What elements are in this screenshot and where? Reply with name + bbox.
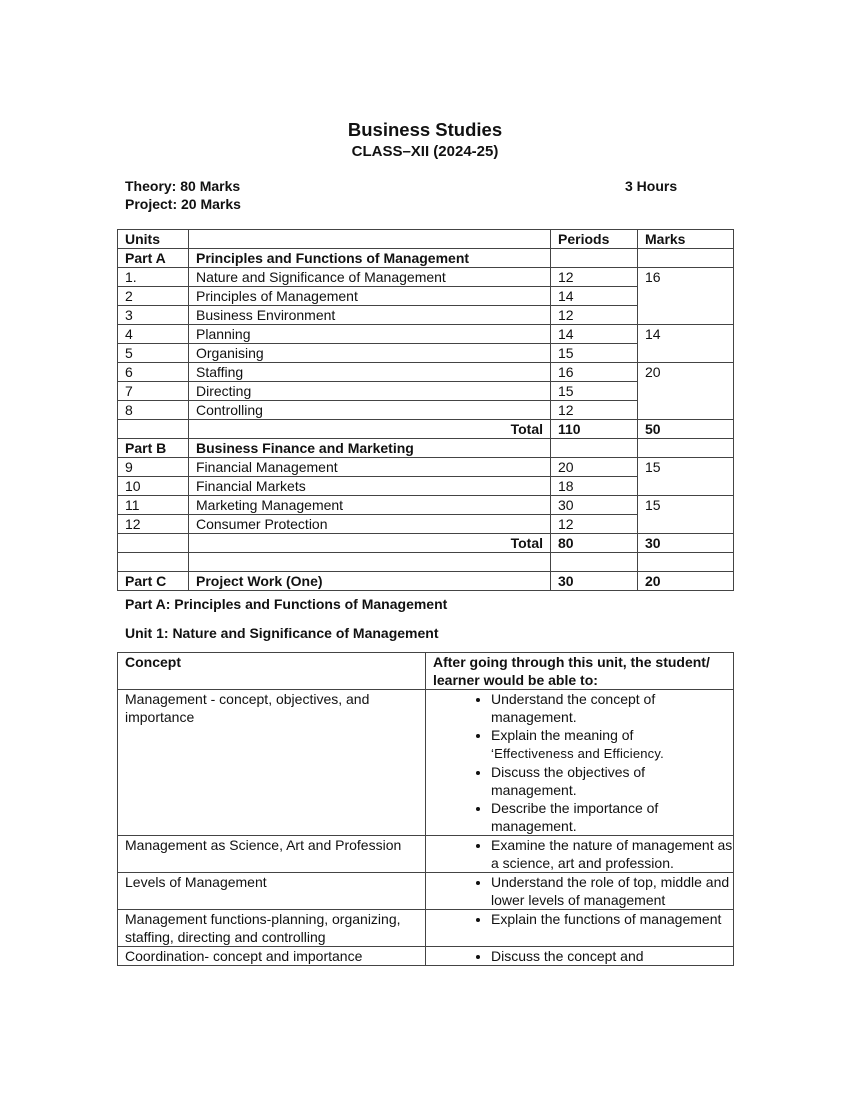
unit-periods: 18 [551, 477, 638, 496]
total-row [118, 420, 734, 439]
unit-periods: 12 [551, 401, 638, 420]
unit-periods: 20 [551, 458, 638, 477]
outcome-list [433, 836, 733, 872]
section-heading: Part A: Principles and Functions of Management [125, 596, 448, 612]
unit-marks: 15 [638, 496, 734, 534]
unit-name: Financial Management [189, 458, 551, 477]
total-periods: 80 [551, 534, 638, 553]
theory-marks: Theory: 80 Marks [125, 178, 241, 194]
part-label: Part C [118, 572, 189, 591]
unit-name: Business Environment [189, 306, 551, 325]
list-item: • Discuss the objectives of management. [491, 763, 733, 799]
outcome-cell [426, 690, 734, 836]
total-marks: 50 [638, 420, 734, 439]
concept-cell: Levels of Management [118, 873, 426, 910]
unit-name: Organising [189, 344, 551, 363]
unit-periods: 14 [551, 287, 638, 306]
unit-name: Financial Markets [189, 477, 551, 496]
unit-heading: Unit 1: Nature and Significance of Management [125, 625, 439, 641]
unit-marks: 15 [638, 458, 734, 496]
unit-number: 10 [118, 477, 189, 496]
unit-name: Consumer Protection [189, 515, 551, 534]
unit-number: 6 [118, 363, 189, 382]
unit-name: Directing [189, 382, 551, 401]
part-row [118, 439, 734, 458]
unit-name: Principles of Management [189, 287, 551, 306]
header-outcome: After going through this unit, the student/ learner would be able to: [426, 653, 734, 690]
list-item-text-continued: ‘Effectiveness and Efficiency. [491, 746, 664, 761]
spacer-row [118, 553, 734, 572]
project-marks: Project: 20 Marks [125, 196, 241, 212]
cell-blank [638, 439, 734, 458]
document-title: Business Studies [347, 119, 503, 140]
cell-blank [551, 249, 638, 268]
table-header-row [118, 230, 734, 249]
cell-blank [638, 553, 734, 572]
unit-name: Marketing Management [189, 496, 551, 515]
table-row [118, 910, 734, 947]
concept-cell: Management - concept, objectives, and importance [118, 690, 426, 836]
document-subtitle: CLASS–XII (2024-25) [351, 143, 499, 160]
outcome-list [433, 910, 733, 928]
cell-blank [189, 553, 551, 572]
outcome-cell [426, 910, 734, 947]
part-title: Project Work (One) [189, 572, 551, 591]
outcome-list [433, 690, 733, 835]
unit-periods: 12 [551, 515, 638, 534]
table-row [118, 496, 734, 515]
part-label: Part A [118, 249, 189, 268]
table-row [118, 458, 734, 477]
total-label: Total [189, 534, 551, 553]
cell-blank [551, 439, 638, 458]
concept-cell: Coordination- concept and importance [118, 947, 426, 966]
exam-duration: 3 Hours [625, 178, 678, 194]
table-row [118, 363, 734, 382]
concept-cell: Management functions-planning, organizing, staffing, directing and controlling [118, 910, 426, 947]
unit-name: Planning [189, 325, 551, 344]
unit-number: 5 [118, 344, 189, 363]
unit-periods: 30 [551, 496, 638, 515]
unit-number: 1. [118, 268, 189, 287]
cell-blank [118, 553, 189, 572]
unit-name: Controlling [189, 401, 551, 420]
list-item-text: Explain the meaning of [491, 727, 634, 743]
part-row [118, 249, 734, 268]
outcome-cell [426, 873, 734, 910]
table-row [118, 836, 734, 873]
part-title: Business Finance and Marketing [189, 439, 551, 458]
list-item: • Understand the concept of management. [491, 690, 733, 726]
table-row [118, 947, 734, 966]
unit-number: 12 [118, 515, 189, 534]
total-row [118, 534, 734, 553]
list-item: • Discuss the concept and [491, 947, 733, 965]
unit-periods: 15 [551, 344, 638, 363]
part-label: Part B [118, 439, 189, 458]
unit-number: 3 [118, 306, 189, 325]
unit-number: 9 [118, 458, 189, 477]
list-item: • Describe the importance of management. [491, 799, 733, 835]
header-concept: Concept [118, 653, 426, 690]
list-item: • Explain the functions of management [491, 910, 733, 928]
outcome-cell [426, 947, 734, 966]
header-periods: Periods [551, 230, 638, 249]
cell-blank [118, 420, 189, 439]
unit-name: Nature and Significance of Management [189, 268, 551, 287]
unit-marks: 14 [638, 325, 734, 363]
part-marks: 20 [638, 572, 734, 591]
marks-distribution-table [117, 229, 734, 591]
table-header-row [118, 653, 734, 690]
header-blank [189, 230, 551, 249]
header-units: Units [118, 230, 189, 249]
unit-number: 4 [118, 325, 189, 344]
total-periods: 110 [551, 420, 638, 439]
unit-periods: 15 [551, 382, 638, 401]
unit-number: 8 [118, 401, 189, 420]
table-row [118, 268, 734, 287]
part-title: Principles and Functions of Management [189, 249, 551, 268]
unit-name: Staffing [189, 363, 551, 382]
total-label: Total [189, 420, 551, 439]
unit-periods: 12 [551, 306, 638, 325]
part-periods: 30 [551, 572, 638, 591]
part-row [118, 572, 734, 591]
unit-marks: 16 [638, 268, 734, 325]
list-item: • Understand the role of top, middle and lower levels of management [491, 873, 733, 909]
table-row [118, 325, 734, 344]
unit-number: 7 [118, 382, 189, 401]
unit-periods: 12 [551, 268, 638, 287]
outcome-list [433, 873, 733, 909]
learning-outcomes-table [117, 652, 734, 966]
unit-periods: 14 [551, 325, 638, 344]
header-marks: Marks [638, 230, 734, 249]
cell-blank [551, 553, 638, 572]
list-item: • Examine the nature of management as a science, art and profession. [491, 836, 733, 872]
unit-number: 2 [118, 287, 189, 306]
table-row [118, 873, 734, 910]
cell-blank [118, 534, 189, 553]
outcome-cell [426, 836, 734, 873]
cell-blank [638, 249, 734, 268]
list-item [491, 726, 733, 763]
outcome-list [433, 947, 733, 965]
total-marks: 30 [638, 534, 734, 553]
unit-marks: 20 [638, 363, 734, 420]
table-row [118, 690, 734, 836]
unit-periods: 16 [551, 363, 638, 382]
unit-number: 11 [118, 496, 189, 515]
concept-cell: Management as Science, Art and Profession [118, 836, 426, 873]
